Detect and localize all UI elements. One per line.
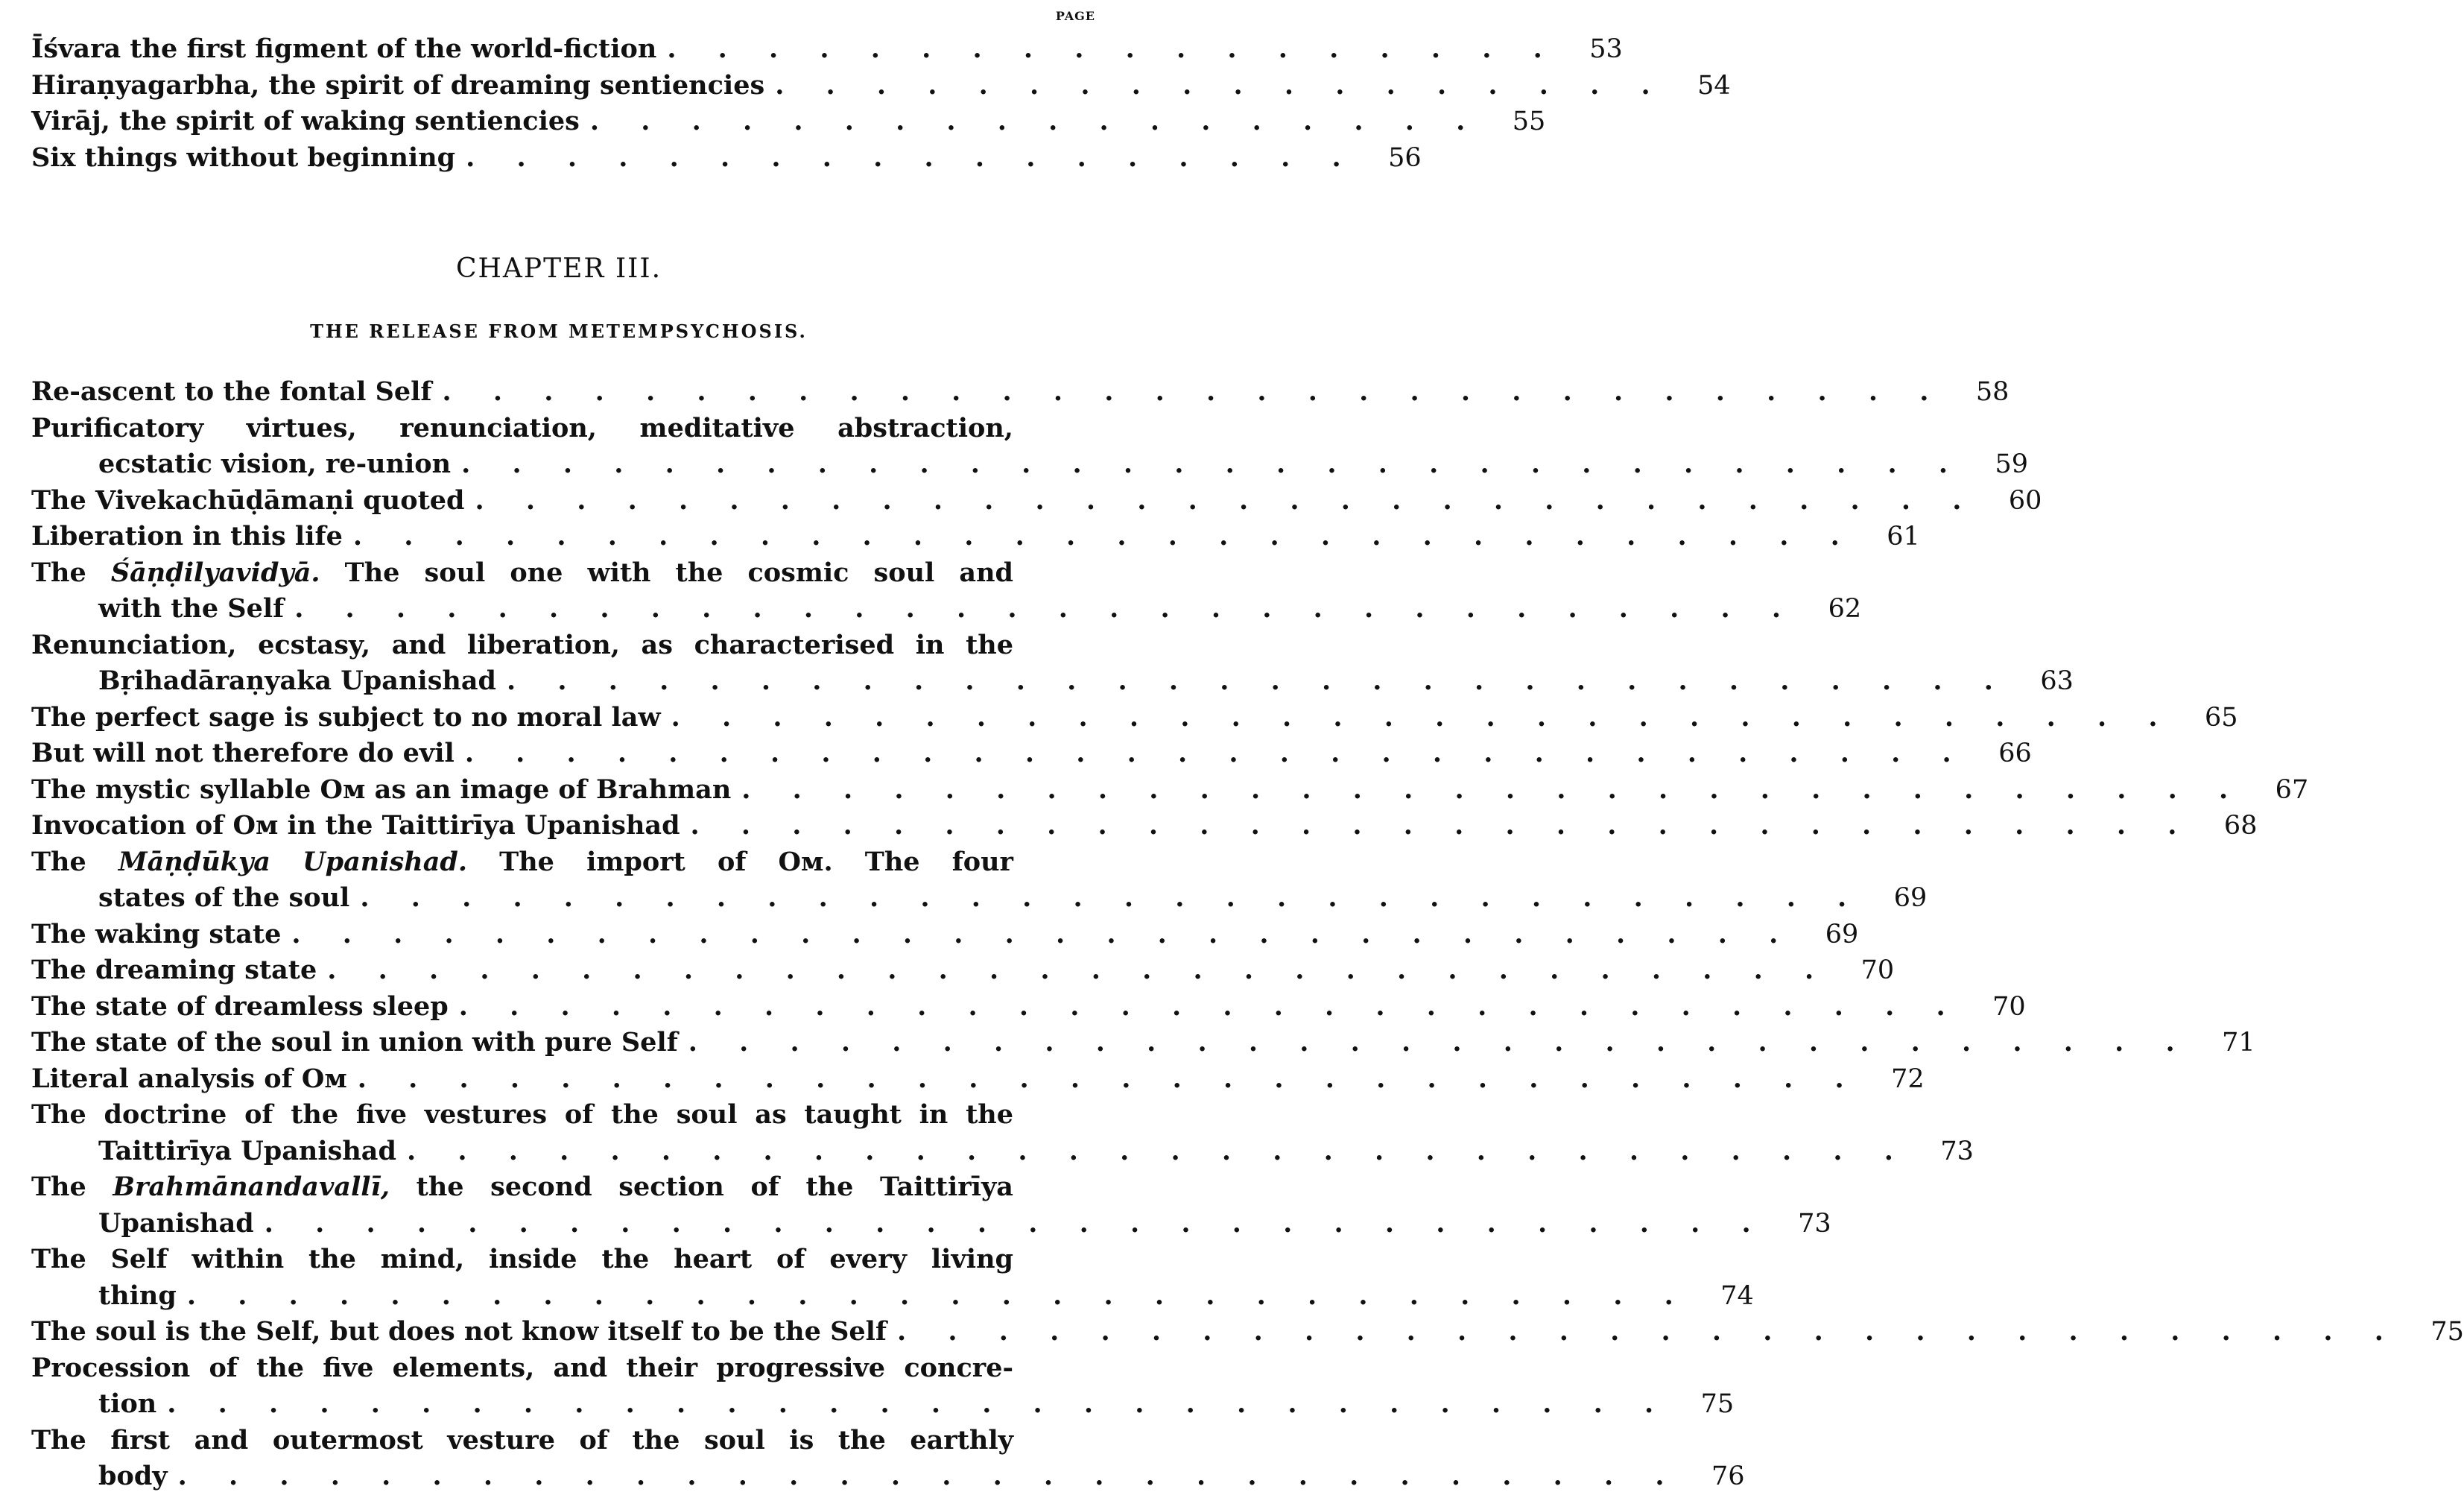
toc-entry-page: 75	[1700, 1389, 1735, 1419]
toc-entry-page: 61	[1887, 522, 1920, 551]
toc-entry-page: 58	[1975, 377, 2009, 407]
toc-entry-text: The perfect sage is subject to no moral law	[31, 701, 661, 733]
leader-dots: . . . . . . . . . . . . . . . . . . . . . . . . . . . . . .	[357, 1063, 1860, 1094]
toc-entry-page: 65	[2204, 702, 2238, 733]
leader-dots: . . . . . . . . . . . . . . . . . . . . . . . . . . . . . .	[291, 918, 1795, 949]
toc-entry	[31, 446, 2029, 483]
toc-entry	[31, 663, 2074, 700]
leader-dots: . . . . . . . . . . . . . . . . . . . . . . . . . . . . . .	[327, 955, 1831, 985]
toc-entry-text: Bṛihadāraṇyaka Upanishad	[98, 666, 497, 696]
toc-entry-page: 73	[1940, 1136, 1974, 1166]
toc-entry	[31, 374, 2009, 411]
toc-entry-text: The waking state	[31, 918, 282, 949]
toc-entry	[31, 140, 1422, 177]
toc-entry-text: Purificatory virtues, renunciation, meditative abstraction,	[31, 412, 1013, 443]
toc-entry-italic-title: Māṇḍūkya Upanishad.	[118, 846, 468, 877]
toc-entry-page: 53	[1589, 34, 1623, 64]
leader-dots: . . . . . . . . . . . . . . . . . . . . . . . . . . . . . .	[461, 449, 1965, 479]
toc-entry-text: Literal analysis of Oᴍ	[31, 1063, 347, 1094]
toc-entry-text: Upanishad	[98, 1207, 254, 1239]
toc-entry	[31, 104, 1546, 140]
toc-entry-text: Re-ascent to the fontal Self	[31, 376, 432, 407]
toc-entry-text: The state of dreamless sleep	[31, 990, 449, 1022]
toc-entry-text: The soul is the Self, but does not know itself to be the Self	[31, 1316, 887, 1347]
toc-entry	[31, 1025, 2255, 1061]
leader-dots: . . . . . . . . . . . . . . . . . . . . . . . . . . . . . .	[464, 738, 1968, 768]
toc-entry-text: The doctrine of the five vestures of the soul as taught in the	[31, 1099, 1013, 1130]
toc-entry	[31, 1458, 1745, 1495]
toc-entry-page: 73	[1798, 1208, 1831, 1239]
toc-entry-text: ecstatic vision, re-union	[98, 449, 452, 479]
toc-entry-text: Virāj, the spirit of waking sentiencies	[31, 106, 580, 136]
toc-entry	[31, 31, 1623, 68]
toc-entry	[31, 591, 1862, 628]
leader-dots: . . . . . . . . . . . . . . . . . . . . . . . . . . . . . .	[690, 810, 2194, 841]
toc-entry	[31, 880, 1928, 917]
toc-entry	[31, 1134, 1974, 1170]
chapter-title: CHAPTER III.	[455, 253, 662, 284]
toc-entry-text: states of the soul	[98, 882, 350, 913]
toc-entry-text: Hiraṇyagarbha, the spirit of dreaming sentiencies	[31, 69, 765, 101]
toc-entry-text: The	[31, 557, 111, 588]
toc-entry-page: 68	[2223, 811, 2258, 841]
toc-entry	[31, 1206, 1831, 1242]
toc-entry-page: 60	[2008, 485, 2042, 516]
toc-entry	[31, 772, 2309, 809]
toc-entry-first-line	[31, 1423, 1013, 1459]
leader-dots: . . . . . . . . . . . . . . . . . . . . . . . . . . . . . .	[458, 990, 1962, 1022]
toc-entry-text: The mystic syllable Oᴍ as an image of Brahman	[31, 774, 732, 805]
leader-dots: . . . . . . . . . . . . . . . . . .	[466, 142, 1358, 173]
toc-entry	[31, 1061, 1925, 1098]
toc-entry	[31, 700, 2238, 736]
leader-dots: . . . . . . . . . . . . . . . . . . . . . . . . . . . . . .	[294, 593, 1798, 624]
toc-entry	[31, 989, 2026, 1025]
leader-dots: . . . . . . . . . . . . . . . . . . . . . . . . . . . . . .	[741, 774, 2245, 805]
leader-dots: . . . . . . . . . . . . . . . . . .	[667, 34, 1559, 64]
toc-entry-text: body	[98, 1461, 168, 1491]
toc-entry-text: the second section of the Taittirīya	[390, 1172, 1013, 1202]
toc-entry	[31, 952, 1895, 989]
toc-entry-page: 76	[1711, 1461, 1745, 1491]
toc-entry-page: 67	[2275, 774, 2309, 805]
toc-entry-italic-title: Śāṇḍilyavidyā.	[110, 557, 320, 588]
leader-dots: . . . . . . . . . . . . . . . . . . . . . . . . . . . . . .	[507, 666, 2009, 696]
toc-entry-text: thing	[98, 1280, 177, 1311]
leader-dots: . . . . . . . . . . . . . . . . . . . . . . . . . . . . . .	[167, 1388, 1670, 1419]
toc-entry-first-line	[31, 628, 1013, 664]
toc-entry-page: 69	[1893, 883, 1928, 913]
toc-entry-first-line	[31, 1242, 1013, 1278]
toc-entry-page: 59	[1995, 449, 2029, 479]
leader-dots: . . . . . . . . . . . . . . . . . . . . . . . . . . . . . .	[360, 882, 1863, 913]
leader-dots: . . . . . . . . . . . . . . . . . . . . . . . . . . . . . .	[475, 484, 1978, 516]
leader-dots: . . . . . . . . . . . . . . . . . . . . . . . . . . . . . .	[688, 1027, 2191, 1058]
leader-dots: . . . . . . . . . . . . . . . . . . . . . . . . . . . . . .	[406, 1135, 1910, 1166]
chapter-entries	[31, 374, 2464, 1495]
toc-entry-text: The	[31, 1172, 113, 1202]
toc-entry-text: The Self within the mind, inside the heart of every living	[31, 1244, 1013, 1274]
leader-dots: . . . . . . . . . . . . . . . . . .	[589, 106, 1482, 136]
leader-dots: . . . . . . . . . . . . . . . . . . . . . . . . . . . . . .	[442, 376, 1945, 407]
toc-entry	[31, 68, 1731, 104]
leader-dots: . . . . . . . . . . . . . . . . . .	[775, 69, 1667, 101]
toc-entry-text: But will not therefore do evil	[31, 738, 455, 768]
toc-entry-text: The import of Oᴍ. The four	[467, 846, 1013, 877]
toc-entry-page: 56	[1388, 142, 1422, 173]
toc-entry-page: 66	[1998, 739, 2032, 768]
toc-entry-text: The first and outermost vesture of the soul is the earthly	[31, 1424, 1013, 1456]
leader-dots: . . . . . . . . . . . . . . . . . . . . . . . . . . . . . .	[352, 521, 1856, 551]
toc-entry	[31, 808, 2258, 844]
toc-entry-page: 75	[2430, 1317, 2464, 1347]
leader-dots: . . . . . . . . . . . . . . . . . . . . . . . . . . . . . .	[896, 1316, 2400, 1347]
toc-entry	[31, 519, 1920, 555]
toc-entry-italic-title: Brahmānandavallī,	[113, 1172, 390, 1202]
toc-entry-page: 63	[2040, 666, 2074, 696]
toc-entry-first-line	[31, 1097, 1013, 1134]
leader-dots: . . . . . . . . . . . . . . . . . . . . . . . . . . . . . .	[671, 701, 2174, 733]
toc-entry-text: Six things without beginning	[31, 142, 456, 173]
toc-entry-text: Taittirīya Upanishad	[98, 1135, 396, 1166]
toc-entry-first-line	[31, 844, 1013, 881]
toc-entry-page: 74	[1720, 1280, 1754, 1311]
chapter-subtitle: THE RELEASE FROM METEMPSYCHOSIS.	[310, 320, 808, 342]
toc-entry-first-line	[31, 411, 1013, 447]
toc-entry-page: 55	[1512, 107, 1546, 136]
toc-entry-first-line	[31, 555, 1013, 592]
toc-entry-page: 72	[1891, 1063, 1925, 1094]
toc-entry-text: The dreaming state	[31, 955, 317, 985]
leader-dots: . . . . . . . . . . . . . . . . . . . . . . . . . . . . . .	[186, 1280, 1690, 1311]
leader-dots: . . . . . . . . . . . . . . . . . . . . . . . . . . . . . .	[264, 1207, 1767, 1239]
toc-entry-text: Renunciation, ecstasy, and liberation, as characterised in the	[31, 629, 1013, 660]
toc-entry-text: The Vivekachūḍāmaṇi quoted	[31, 484, 465, 516]
toc-entry	[31, 917, 1859, 953]
toc-entry-page: 54	[1697, 70, 1731, 101]
toc-entry	[31, 1314, 2464, 1350]
toc-entry-text: Liberation in this life	[31, 521, 343, 551]
toc-entry	[31, 736, 2032, 772]
toc-entry-text: The soul one with the cosmic soul and	[320, 557, 1014, 588]
toc-continued-section	[31, 31, 1731, 176]
toc-entry-text: tion	[98, 1388, 157, 1419]
toc-entry	[31, 483, 2042, 519]
toc-entry	[31, 1386, 1735, 1423]
toc-entry-page: 70	[1992, 991, 2026, 1022]
toc-entry-page: 71	[2222, 1028, 2255, 1058]
toc-entry-text: Īśvara the first figment of the world-fiction	[31, 34, 657, 64]
leader-dots: . . . . . . . . . . . . . . . . . . . . . . . . . . . . . .	[177, 1461, 1681, 1491]
toc-entry-page: 62	[1828, 594, 1862, 624]
toc-entry-text: Procession of the five elements, and their progressive concre-	[31, 1352, 1013, 1383]
toc-entry	[31, 1278, 1754, 1315]
toc-entry-text: Invocation of Oᴍ in the Taittirīya Upanishad	[31, 810, 680, 841]
toc-entry-text: with the Self	[98, 593, 285, 624]
toc-entry-first-line	[31, 1169, 1013, 1206]
page-column-label: PAGE	[1055, 9, 1095, 23]
toc-entry-text: The	[31, 846, 118, 877]
toc-entry-first-line	[31, 1350, 1013, 1387]
toc-entry-page: 69	[1825, 919, 1859, 949]
toc-entry-text: The state of the soul in union with pure Self	[31, 1027, 678, 1058]
toc-entry-page: 70	[1860, 955, 1895, 985]
